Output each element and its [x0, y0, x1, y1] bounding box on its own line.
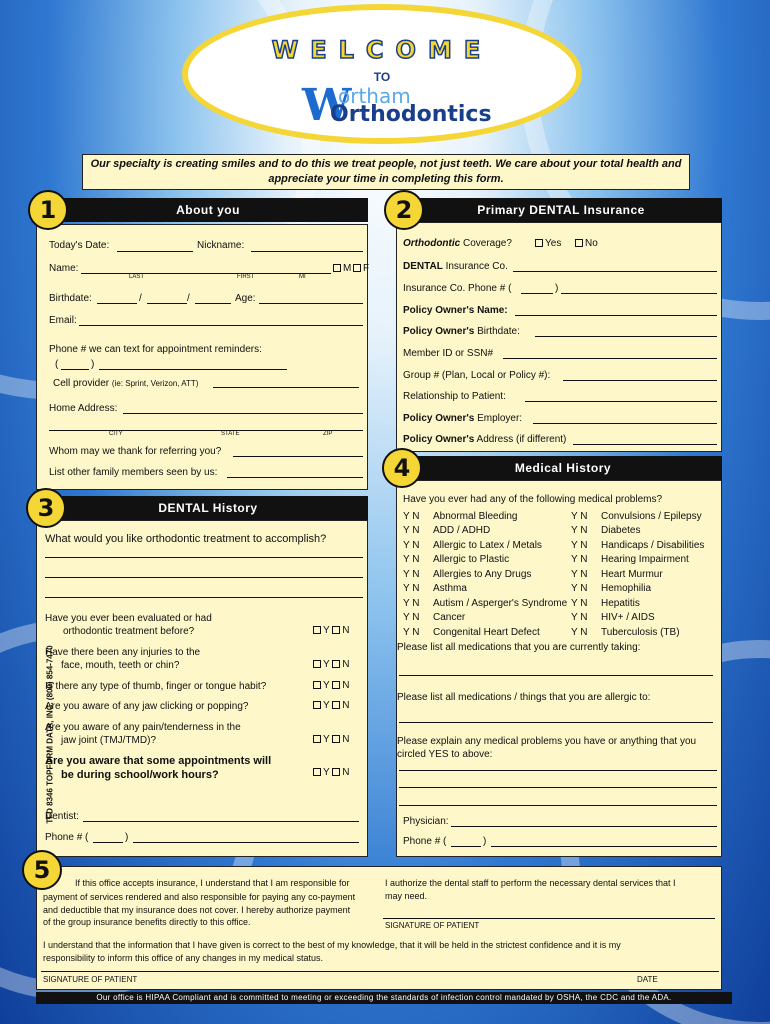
paren-close: ) [91, 359, 95, 370]
cell-provider-input[interactable] [213, 387, 359, 388]
yn-right[interactable] [571, 612, 588, 623]
slash: / [139, 293, 142, 304]
physician-label: Physician: [403, 816, 449, 827]
date-caption: DATE [637, 975, 658, 984]
yn-label: Y N [571, 627, 588, 638]
f-label: F [363, 263, 370, 274]
y-label: Y [323, 625, 330, 636]
checkbox-icon [332, 681, 340, 689]
insurance-consent-line1: If this office accepts insurance, I understand that I am responsible for [75, 878, 350, 888]
yn-label: Y N [571, 525, 588, 536]
yn-label: Y N [403, 554, 420, 565]
medical-history-header: Medical History [404, 456, 722, 480]
checkbox-icon [332, 768, 340, 776]
n-label: N [342, 734, 350, 745]
yn-right[interactable] [571, 525, 588, 536]
about-panel [36, 224, 368, 490]
yn-label: Y N [403, 598, 420, 609]
last-caption: LAST [129, 274, 145, 280]
explain-line1: Please explain any medical problems you have or anything that you [397, 736, 697, 747]
footer-text: Our office is HIPAA Compliant and is committed to meeting or exceeding the standards of infection control mandated by OSHA, the CDC and the ADA. [36, 992, 732, 1004]
today-input[interactable] [117, 251, 193, 252]
owner-bold: Policy Owner's [403, 434, 475, 445]
yn-right[interactable] [571, 583, 588, 594]
medications-label: Please list all medications that you are currently taking: [397, 642, 641, 653]
yn-right[interactable] [571, 511, 588, 522]
checkbox-icon [353, 264, 361, 272]
welcome-heading: WELCOME [271, 36, 493, 64]
yn-left[interactable] [403, 525, 420, 536]
yn-label: Y N [571, 554, 588, 565]
gender-f[interactable] [353, 263, 369, 274]
to-text: TO [373, 70, 391, 84]
owner-name-input[interactable] [515, 315, 717, 316]
medical-item: Allergic to Latex / Metals [433, 540, 542, 551]
yn-label: Y N [571, 583, 588, 594]
relationship-input[interactable] [525, 401, 717, 402]
checkbox-icon [332, 735, 340, 743]
zip-caption: ZIP [323, 431, 333, 437]
ins-phone-input[interactable] [561, 293, 717, 294]
group-label: Group # (Plan, Local or Policy #): [403, 370, 551, 381]
employer-text: Employer: [474, 413, 523, 424]
referral-input[interactable] [233, 456, 363, 457]
yn-q6[interactable] [313, 767, 350, 778]
section-4-badge: 4 [382, 448, 422, 488]
checkbox-icon [313, 768, 321, 776]
owner-name-label: Policy Owner's Name: [403, 305, 508, 316]
medical-item: Tuberculosis (TB) [601, 627, 680, 638]
yn-left[interactable] [403, 511, 420, 522]
intro-text: Our specialty is creating smiles and to do this we treat people, not just teeth. We care about your total health and appreciate your time in completing this form. [82, 154, 690, 190]
yn-q5[interactable] [313, 734, 350, 745]
paren-open: ( [55, 359, 59, 370]
home-address-input[interactable] [123, 413, 363, 414]
yn-q3[interactable] [313, 680, 350, 691]
logo-orthodontics: Orthodontics [330, 102, 492, 127]
medical-history-panel [396, 480, 722, 857]
yn-label: Y N [403, 569, 420, 580]
medical-item: Handicaps / Disabilities [601, 540, 705, 551]
coverage-no[interactable] [575, 238, 598, 249]
yn-left[interactable] [403, 583, 420, 594]
yn-right[interactable] [571, 554, 588, 565]
q5-line2: jaw joint (TMJ/TMD)? [61, 735, 157, 746]
physician-area-input[interactable] [451, 846, 481, 847]
cell-provider-text: Cell provider [53, 378, 110, 389]
name-input[interactable] [81, 273, 331, 274]
q6-line2: be during school/work hours? [61, 769, 219, 781]
yn-label: Y N [403, 511, 420, 522]
slash: / [187, 293, 190, 304]
birthdate-text: Birthdate: [474, 326, 520, 337]
checkbox-icon [535, 239, 543, 247]
y-label: Y [323, 734, 330, 745]
area-code-input[interactable] [61, 369, 89, 370]
insurance-consent-line3: and deductible that my insurance does not cover. I hereby authorize payment [43, 905, 351, 915]
ortho-coverage-label [403, 238, 512, 249]
medical-question: Have you ever had any of the following medical problems? [403, 494, 663, 505]
yn-label: Y N [403, 525, 420, 536]
y-label: Y [323, 680, 330, 691]
yn-left[interactable] [403, 554, 420, 565]
yn-label: Y N [571, 569, 588, 580]
checkbox-icon [332, 701, 340, 709]
paren-close: ) [555, 283, 559, 294]
family-label: List other family members seen by us: [49, 467, 218, 478]
ortho-bold: Orthodontic [403, 238, 461, 249]
checkbox-icon [332, 660, 340, 668]
allergic-label: Please list all medications / things that you are allergic to: [397, 692, 651, 703]
n-label: N [342, 700, 350, 711]
email-input[interactable] [79, 325, 363, 326]
q5-line1: Are you aware of any pain/tenderness in the [45, 722, 241, 733]
medical-item: Allergies to Any Drugs [433, 569, 532, 580]
paren-close: ) [483, 836, 487, 847]
medical-item: Congenital Heart Defect [433, 627, 540, 638]
authorize-line2: may need. [385, 891, 428, 901]
dental-bold: DENTAL [403, 261, 443, 272]
about-header: About you [48, 198, 368, 222]
dental-ins-label [403, 261, 508, 272]
n-label: N [342, 625, 350, 636]
coverage-yes[interactable] [535, 238, 561, 249]
medical-item: Convulsions / Epilepsy [601, 511, 702, 522]
goal-input-1[interactable] [45, 557, 363, 558]
insurance-consent-line4: of the group insurance benefits directly to this office. [43, 917, 251, 927]
yn-left[interactable] [403, 612, 420, 623]
logo-initial: W [302, 80, 352, 131]
explain-input-2[interactable] [399, 787, 717, 788]
q1-line2: orthodontic treatment before? [63, 626, 195, 637]
nickname-label: Nickname: [197, 240, 245, 251]
yn-label: Y N [571, 612, 588, 623]
first-caption: FIRST [237, 274, 255, 280]
goal-label: What would you like orthodontic treatment to accomplish? [45, 533, 327, 545]
ins-co-text: Insurance Co. [442, 261, 508, 272]
member-label: Member ID or SSN# [403, 348, 494, 359]
yes-label: Yes [545, 238, 562, 249]
yn-q2[interactable] [313, 659, 350, 670]
explain-input-3[interactable] [399, 805, 717, 806]
yn-label: Y N [571, 540, 588, 551]
owner-address-label [403, 434, 566, 445]
q1-line1: Have you ever been evaluated or had [45, 613, 212, 624]
signature-input-1[interactable] [383, 918, 715, 919]
ins-phone-label: Insurance Co. Phone # ( [403, 283, 512, 294]
relationship-label: Relationship to Patient: [403, 391, 506, 402]
allergic-input[interactable] [399, 722, 713, 723]
insurance-consent-line2: payment of services rendered and also responsible for paying any co-payment [43, 892, 356, 902]
yn-right[interactable] [571, 627, 588, 638]
dentist-label: Dentist: [45, 811, 79, 822]
cell-examples: (ie: Sprint, Verizon, ATT) [111, 379, 199, 388]
employer-input[interactable] [533, 423, 717, 424]
section-1-badge: 1 [28, 190, 68, 230]
explain-line2: circled YES to above: [397, 749, 493, 760]
goal-input-3[interactable] [45, 597, 363, 598]
state-caption: STATE [221, 431, 240, 437]
ins-co-input[interactable] [513, 271, 717, 272]
side-text: TFD 8346 TOPFORM DATA, INC. (800) 854-7470 [45, 645, 55, 824]
today-label: Today's Date: [49, 240, 110, 251]
gender-m[interactable] [333, 263, 351, 274]
checkbox-icon [313, 660, 321, 668]
owner-bold: Policy Owner's [403, 326, 475, 337]
medical-item: Hepatitis [601, 598, 640, 609]
yn-q1[interactable] [313, 625, 350, 636]
checkbox-icon [575, 239, 583, 247]
section-5-badge: 5 [22, 850, 62, 890]
q6-line1: Are you aware that some appointments will [45, 755, 272, 767]
yn-left[interactable] [403, 598, 420, 609]
owner-birth-input[interactable] [535, 336, 717, 337]
medical-item: Asthma [433, 583, 467, 594]
birth-month-input[interactable] [97, 303, 137, 304]
y-label: Y [323, 700, 330, 711]
physician-phone-label: Phone # ( [403, 836, 447, 847]
insurance-header: Primary DENTAL Insurance [400, 198, 722, 222]
age-input[interactable] [259, 303, 363, 304]
home-address-label: Home Address: [49, 403, 118, 414]
city-caption: CITY [109, 431, 123, 437]
name-label: Name: [49, 263, 79, 274]
dental-history-panel [36, 520, 368, 857]
authorize-line1: I authorize the dental staff to perform the necessary dental services that I [385, 878, 676, 888]
medical-item: ADD / ADHD [433, 525, 491, 536]
q3: Is there any type of thumb, finger or tongue habit? [45, 681, 267, 692]
yn-label: Y N [571, 598, 588, 609]
n-label: N [342, 680, 350, 691]
checkbox-icon [313, 681, 321, 689]
yn-left[interactable] [403, 540, 420, 551]
understand-line2: responsibility to inform this office of any changes in my medical status. [43, 953, 323, 963]
signature-caption-2: SIGNATURE OF PATIENT [43, 975, 138, 984]
group-input[interactable] [563, 380, 717, 381]
address-text: Address (if different) [474, 434, 567, 445]
signature-caption-1: SIGNATURE OF PATIENT [385, 921, 480, 930]
dental-history-header: DENTAL History [48, 496, 368, 520]
checkbox-icon [333, 264, 341, 272]
yn-right[interactable] [571, 569, 588, 580]
yn-label: Y N [571, 511, 588, 522]
medical-item: Cancer [433, 612, 466, 623]
yn-left[interactable] [403, 569, 420, 580]
text-phone-input[interactable] [99, 369, 287, 370]
medical-item: HIV+ / AIDS [601, 612, 655, 623]
logo-wortham: ortham [338, 84, 411, 108]
yn-label: Y N [403, 627, 420, 638]
yn-label: Y N [403, 540, 420, 551]
checkbox-icon [313, 735, 321, 743]
goal-input-2[interactable] [45, 577, 363, 578]
city-state-zip-input[interactable] [49, 430, 363, 431]
email-label: Email: [49, 315, 77, 326]
checkbox-icon [332, 626, 340, 634]
q2-line1: Have there been any injuries to the [45, 647, 201, 658]
n-label: N [342, 767, 350, 778]
signature-input-2[interactable] [41, 971, 719, 972]
medical-item: Autism / Asperger's Syndrome [433, 598, 568, 609]
yn-left[interactable] [403, 627, 420, 638]
owner-birth-label [403, 326, 520, 337]
referral-label: Whom may we thank for referring you? [49, 446, 222, 457]
yn-right[interactable] [571, 598, 588, 609]
welcome-oval [182, 4, 582, 144]
explain-input-1[interactable] [399, 770, 717, 771]
coverage-text: Coverage? [460, 238, 512, 249]
no-label: No [585, 238, 598, 249]
dentist-area-input[interactable] [93, 842, 123, 843]
understand-line1: I understand that the information that I have given is correct to the best of my knowledge, that it will be held in the strictest confidence and it is my [43, 940, 621, 950]
cell-provider-label [53, 378, 198, 389]
consent-panel [36, 866, 722, 990]
n-label: N [342, 659, 350, 670]
yn-label: Y N [403, 612, 420, 623]
age-label: Age: [235, 293, 256, 304]
y-label: Y [323, 767, 330, 778]
dentist-phone-input[interactable] [133, 842, 359, 843]
paren-close: ) [125, 832, 129, 843]
checkbox-icon [313, 626, 321, 634]
yn-right[interactable] [571, 540, 588, 551]
yn-q4[interactable] [313, 700, 350, 711]
physician-input[interactable] [451, 826, 717, 827]
medical-item: Heart Murmur [601, 569, 663, 580]
dentist-input[interactable] [83, 821, 359, 822]
medical-item: Allergic to Plastic [433, 554, 510, 565]
birthdate-label: Birthdate: [49, 293, 92, 304]
member-input[interactable] [503, 358, 717, 359]
ins-area-input[interactable] [521, 293, 553, 294]
section-2-badge: 2 [384, 190, 424, 230]
medical-item: Hemophilia [601, 583, 652, 594]
dentist-phone-label: Phone # ( [45, 832, 89, 843]
yn-label: Y N [403, 583, 420, 594]
mi-caption: MI [299, 274, 306, 280]
insurance-panel [396, 222, 722, 452]
phone-text-label: Phone # we can text for appointment reminders: [49, 344, 262, 355]
medical-item: Abnormal Bleeding [433, 511, 518, 522]
birth-year-input[interactable] [195, 303, 231, 304]
medical-item: Diabetes [601, 525, 641, 536]
medical-item: Hearing Impairment [601, 554, 689, 565]
physician-phone-input[interactable] [491, 846, 717, 847]
medications-input[interactable] [399, 675, 713, 676]
owner-address-input[interactable] [573, 444, 717, 445]
section-3-badge: 3 [26, 488, 66, 528]
q4: Are you aware of any jaw clicking or popping? [45, 701, 249, 712]
owner-bold: Policy Owner's [403, 413, 475, 424]
q2-line2: face, mouth, teeth or chin? [61, 660, 180, 671]
m-label: M [343, 263, 352, 274]
checkbox-icon [313, 701, 321, 709]
family-input[interactable] [227, 477, 363, 478]
y-label: Y [323, 659, 330, 670]
employer-label [403, 413, 522, 424]
nickname-input[interactable] [251, 251, 363, 252]
birth-day-input[interactable] [147, 303, 187, 304]
